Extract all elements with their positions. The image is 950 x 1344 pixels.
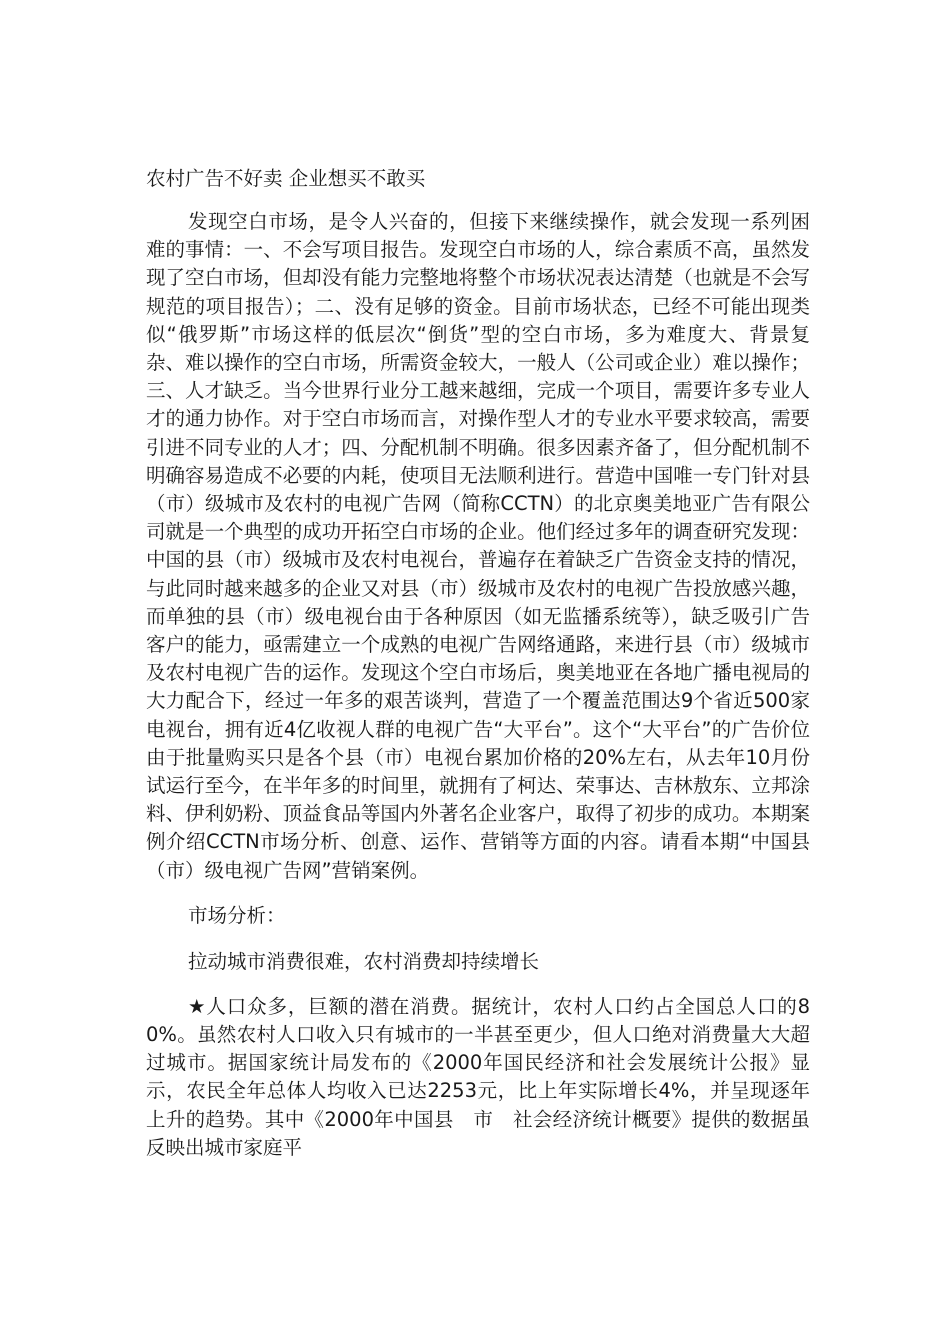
section-heading: 市场分析： <box>188 903 286 927</box>
document-page <box>146 164 810 1178</box>
subheading: 拉动城市消费很难，农村消费却持续增长 <box>188 949 540 973</box>
body-paragraph: ★人口众多，巨额的潜在消费。据统计，农村人口约占全国总人口的80%。虽然农村人口收入只有城市的一半甚至更少，但人口绝对消费量大大超过城市。据国家统计局发布的《2000年国民经济和社会发展统计公报》显示，农民全年总体人均收入已达2253元，比上年实际增长4%，并呈现逐年上升的趋势。其中《2000年中国县 市 社会经济统计概要》提供的数据虽反映出城市家庭平 <box>146 994 810 1159</box>
intro-paragraph: 发现空白市场，是令人兴奋的，但接下来继续操作，就会发现一系列困难的事情：一、不会写项目报告。发现空白市场的人，综合素质不高，虽然发现了空白市场，但却没有能力完整地将整个市场状况表达清楚（也就是不会写规范的项目报告）；二、没有足够的资金。目前市场状态，已经不可能出现类似“俄罗斯”市场这样的低层次“倒货”型的空白市场，多为难度大、背景复杂、难以操作的空白市场，所需资金较大，一般人（公司或企业）难以操作；三、人才缺乏。当今世界行业分工越来越细，完成一个项目，需要许多专业人才的通力协作。对于空白市场而言，对操作型人才的专业水平要求较高，需要引进不同专业的人才；四、分配机制不明确。很多因素齐备了，但分配机制不明确容易造成不必要的内耗，使项目无法顺利进行。营造中国唯一专门针对县（市）级城市及农村的电视广告网（简称CCTN）的北京奥美地亚广告有限公司就是一个典型的成功开拓空白市场的企业。他们经过多年的调查研究发现：中国的县（市）级城市及农村电视台，普遍存在着缺乏广告资金支持的情况，与此同时越来越多的企业又对县（市）级城市及农村的电视广告投放感兴趣，而单独的县（市）级电视台由于各种原因（如无监播系统等），缺乏吸引广告客户的能力，亟需建立一个成熟的电视广告网络通路，来进行县（市）级城市及农村电视广告的运作。发现这个空白市场后，奥美地亚在各地广播电视局的大力配合下，经过一年多的艰苦谈判，营造了一个覆盖范围达9个省近500家电视台，拥有近4亿收视人群的电视广告“大平台”。这个“大平台”的广告价位由于批量购买只是各个县（市）电视台累加价格的20%左右，从去年10月份试运行至今，在半年多的时间里，就拥有了柯达、荣事达、吉林敖东、立邦涂料、伊利奶粉、顶益食品等国内外著名企业客户，取得了初步的成功。本期案例介绍CCTN市场分析、创意、运作、营销等方面的内容。请看本期“中国县（市）级电视广告网”营销案例。 <box>146 210 810 882</box>
document-title: 农村广告不好卖 企业想买不敢买 <box>146 167 426 190</box>
